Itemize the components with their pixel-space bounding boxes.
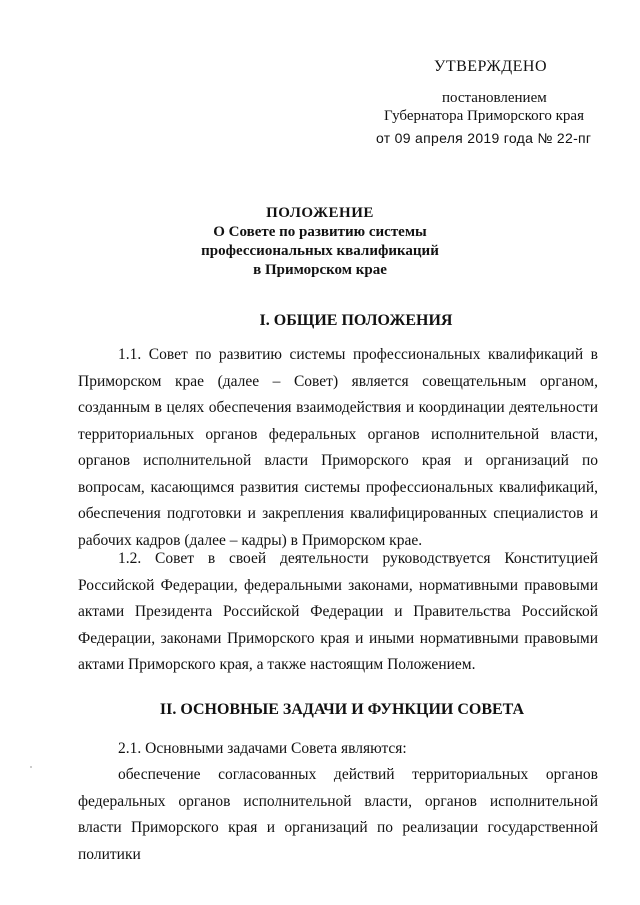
approval-line-resolution: постановлением xyxy=(442,90,547,106)
section-2-title: II. ОСНОВНЫЕ ЗАДАЧИ И ФУНКЦИИ СОВЕТА xyxy=(159,701,525,718)
paragraph-2-1 xyxy=(78,736,598,763)
document-subtitle-line-2: профессиональных квалификаций xyxy=(201,243,439,259)
document-subtitle-line-3: в Приморском крае xyxy=(253,262,387,278)
document-subtitle-line-1: О Совете по развитию системы xyxy=(213,224,427,240)
paragraph-1-2-text: 1.2. Совет в своей деятельности руководствуется Конституцией Российской Федерации, федеральными законами, нормативными правовыми актами Президента Российской Федерации и Правительства Российской Федерации, законами Приморского края и иными нормативными правовыми актами Приморского края, а также настоящим Положением. xyxy=(78,550,598,673)
approval-line-governor: Губернатора Приморского края xyxy=(384,108,584,124)
paragraph-1-1-text: 1.1. Совет по развитию системы профессиональных квалификаций в Приморском крае (далее – Совет) является совещательным органом, созданным в целях обеспечения взаимодействия и координации деятельности территориальных органов федеральных органов исполнительной власти, органов исполнительной власти Приморского края и организаций по вопросам, касающимся развития системы профессиональных квалификаций, обеспечения подготовки и закрепления квалифицированных специалистов и рабочих кадров (далее – кадры) в Приморском крае. xyxy=(78,346,598,549)
paragraph-2-1-item xyxy=(78,762,598,868)
paragraph-1-2 xyxy=(78,546,598,679)
paragraph-2-1-item-text: обеспечение согласованных действий территориальных органов федеральных органов исполнительной власти, органов исполнительной власти Приморского края и организаций по реализации государственной политики xyxy=(78,766,598,863)
paragraph-2-1-text: 2.1. Основными задачами Совета являются: xyxy=(118,740,407,757)
approval-line-date-number: от 09 апреля 2019 года № 22-пг xyxy=(376,130,592,146)
section-1-title: I. ОБЩИЕ ПОЛОЖЕНИЯ xyxy=(259,312,453,329)
paragraph-1-1 xyxy=(78,342,598,554)
approval-title: УТВЕРЖДЕНО xyxy=(434,58,548,75)
document-heading: ПОЛОЖЕНИЕ xyxy=(266,205,374,221)
scan-speck xyxy=(30,766,32,768)
